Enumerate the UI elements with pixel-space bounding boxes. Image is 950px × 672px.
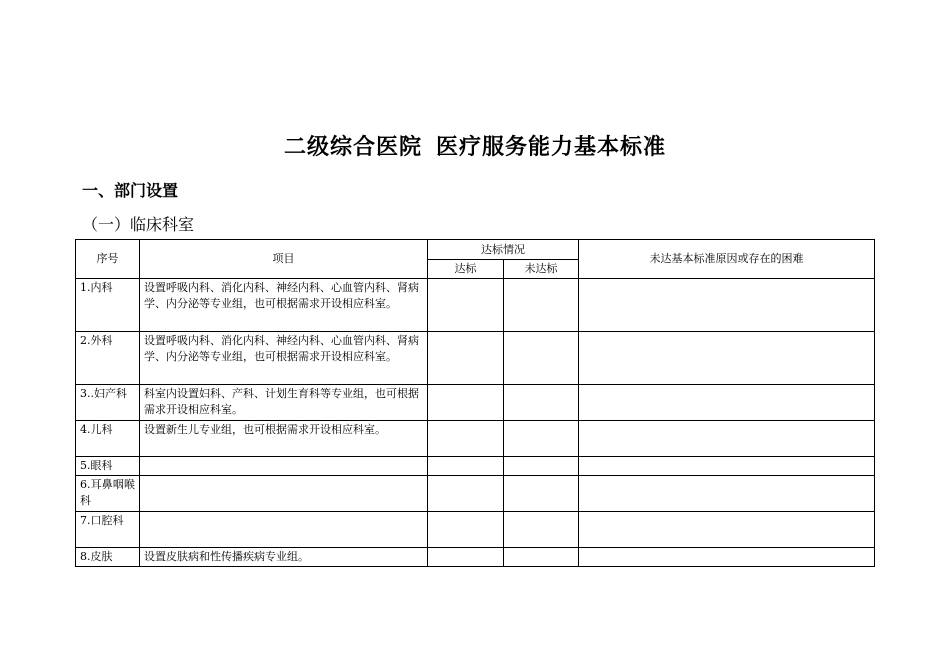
table-row: [76, 332, 875, 385]
row-no: 6.耳鼻咽喉科: [76, 476, 140, 512]
table-row: [76, 279, 875, 332]
header-item: 项目: [140, 240, 428, 279]
row-met-cell: [428, 332, 504, 385]
clinical-departments-table: [75, 239, 875, 567]
row-item: [140, 476, 428, 512]
row-reason-cell: [579, 457, 875, 476]
table-row: [76, 457, 875, 476]
header-no: 序号: [76, 240, 140, 279]
row-no: 1.内科: [76, 279, 140, 332]
row-no: 7.口腔科: [76, 512, 140, 548]
header-not-met: 未达标: [504, 260, 579, 279]
row-met-cell: [428, 476, 504, 512]
header-reason: 未达基本标准原因或存在的困难: [579, 240, 875, 279]
row-not-met-cell: [504, 332, 579, 385]
title-standard-name: 医疗服务能力基本标准: [436, 135, 667, 160]
header-status: 达标情况: [428, 240, 579, 260]
row-item: [140, 512, 428, 548]
row-no: 5.眼科: [76, 457, 140, 476]
table-row: [76, 385, 875, 421]
row-met-cell: [428, 385, 504, 421]
row-item: 设置新生儿专业组，也可根据需求开设相应科室。: [140, 421, 428, 457]
row-reason-cell: [579, 548, 875, 567]
row-reason-cell: [579, 512, 875, 548]
row-reason-cell: [579, 421, 875, 457]
header-met: 达标: [428, 260, 504, 279]
row-met-cell: [428, 457, 504, 476]
table-row: [76, 548, 875, 567]
row-no: 4.儿科: [76, 421, 140, 457]
subsection-heading-clinical: （一）临床科室: [82, 215, 195, 234]
row-reason-cell: [579, 385, 875, 421]
section-heading-department: 一、部门设置: [82, 181, 179, 200]
row-not-met-cell: [504, 476, 579, 512]
row-not-met-cell: [504, 457, 579, 476]
title-hospital-grade: 二级综合医院: [283, 135, 422, 160]
row-met-cell: [428, 548, 504, 567]
row-met-cell: [428, 512, 504, 548]
row-item: 设置呼吸内科、消化内科、神经内科、心血管内科、肾病学、内分泌等专业组，也可根据需求开设相应科室。: [140, 332, 428, 385]
row-reason-cell: [579, 476, 875, 512]
row-not-met-cell: [504, 512, 579, 548]
row-item: 设置呼吸内科、消化内科、神经内科、心血管内科、肾病学、内分泌等专业组，也可根据需求开设相应科室。: [140, 279, 428, 332]
row-no: 3..妇产科: [76, 385, 140, 421]
row-item: 科室内设置妇科、产科、计划生育科等专业组，也可根据需求开设相应科室。: [140, 385, 428, 421]
row-reason-cell: [579, 279, 875, 332]
document-title: [0, 130, 950, 161]
table-row: [76, 512, 875, 548]
table-row: [76, 421, 875, 457]
row-item: 设置皮肤病和性传播疾病专业组。: [140, 548, 428, 567]
row-met-cell: [428, 279, 504, 332]
row-not-met-cell: [504, 385, 579, 421]
row-no: 8.皮肤: [76, 548, 140, 567]
table-row: [76, 476, 875, 512]
row-item: [140, 457, 428, 476]
row-no: 2.外科: [76, 332, 140, 385]
row-not-met-cell: [504, 421, 579, 457]
row-not-met-cell: [504, 548, 579, 567]
row-not-met-cell: [504, 279, 579, 332]
row-reason-cell: [579, 332, 875, 385]
row-met-cell: [428, 421, 504, 457]
